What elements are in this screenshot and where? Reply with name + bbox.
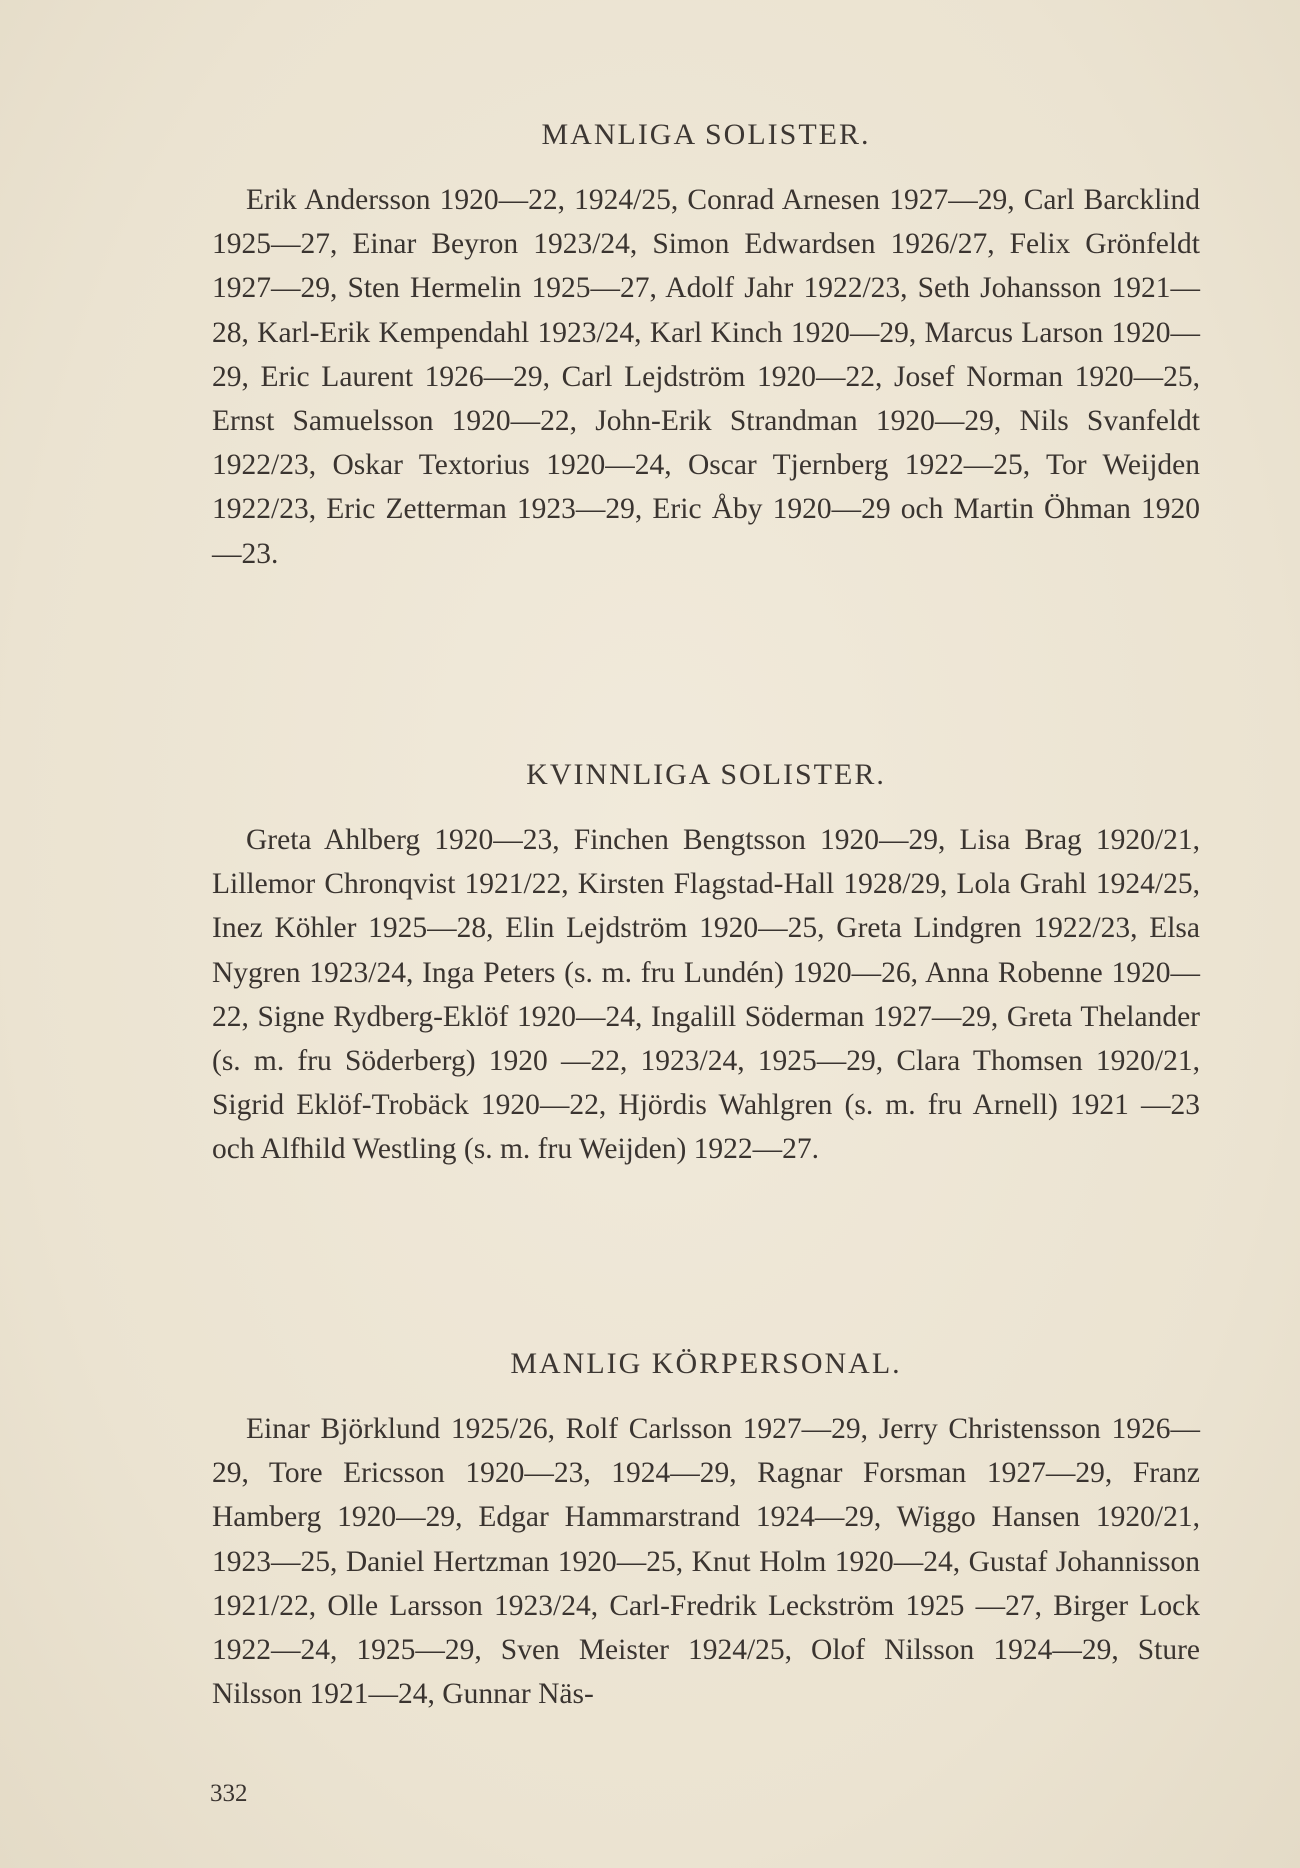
male-choir-section <box>212 1347 1200 1716</box>
female-soloists-section <box>212 758 1200 1172</box>
male-soloists-section <box>212 118 1200 576</box>
female-soloists-text: Greta Ahlberg 1920—23, Finchen Bengtsson 1920—29, Lisa Brag 1920/21, Lillemor Chronqvist 1921/22, Kirsten Flagstad-Hall 1928/29, Lola Grahl 1924/25, Inez Köhler 1925—28, Elin Lejdström 1920—25, Greta Lindgren 1922/23, Elsa Nygren 1923/24, Inga Peters (s. m. fru Lundén) 1920—26, Anna Robenne 1920—22, Signe Rydberg-Eklöf 1920—24, Ingalill Söderman 1927—29, Greta Thelander (s. m. fru Söderberg) 1920 —22, 1923/24, 1925—29, Clara Thomsen 1920/21, Sigrid Eklöf-Trobäck 1920—22, Hjördis Wahlgren (s. m. fru Arnell) 1921 —23 och Alfhild Westling (s. m. fru Weijden) 1922—27. <box>212 824 1200 1166</box>
male-choir-text: Einar Björklund 1925/26, Rolf Carlsson 1927—29, Jerry Christensson 1926—29, Tore Ericsson 1920—23, 1924—29, Ragnar Forsman 1927—29, Franz Hamberg 1920—29, Edgar Hammarstrand 1924—29, Wiggo Hansen 1920/21, 1923—25, Daniel Hertzman 1920—25, Knut Holm 1920—24, Gustaf Johannisson 1921/22, Olle Larsson 1923/24, Carl-Fredrik Leckström 1925 —27, Birger Lock 1922—24, 1925—29, Sven Meister 1924/25, Olof Nilsson 1924—29, Sture Nilsson 1921—24, Gunnar Näs- <box>212 1413 1200 1711</box>
male-soloists-heading: MANLIGA SOLISTER. <box>541 118 871 151</box>
female-soloists-heading: KVINNLIGA SOLISTER. <box>526 758 886 791</box>
male-choir-heading: MANLIG KÖRPERSONAL. <box>510 1347 902 1380</box>
page-number: 332 <box>210 1780 248 1807</box>
male-soloists-text: Erik Andersson 1920—22, 1924/25, Conrad Arnesen 1927—29, Carl Barcklind 1925—27, Einar Beyron 1923/24, Simon Edwardsen 1926/27, Felix Grönfeldt 1927—29, Sten Hermelin 1925—27, Adolf Jahr 1922/23, Seth Johansson 1921—28, Karl-Erik Kempendahl 1923/24, Karl Kinch 1920—29, Marcus Larson 1920—29, Eric Laurent 1926—29, Carl Lejdström 1920—22, Josef Norman 1920—25, Ernst Samuelsson 1920—22, John-Erik Strandman 1920—29, Nils Svanfeldt 1922/23, Oskar Textorius 1920—24, Oscar Tjernberg 1922—25, Tor Weijden 1922/23, Eric Zetterman 1923—29, Eric Åby 1920—29 och Martin Öhman 1920—23. <box>212 184 1200 570</box>
